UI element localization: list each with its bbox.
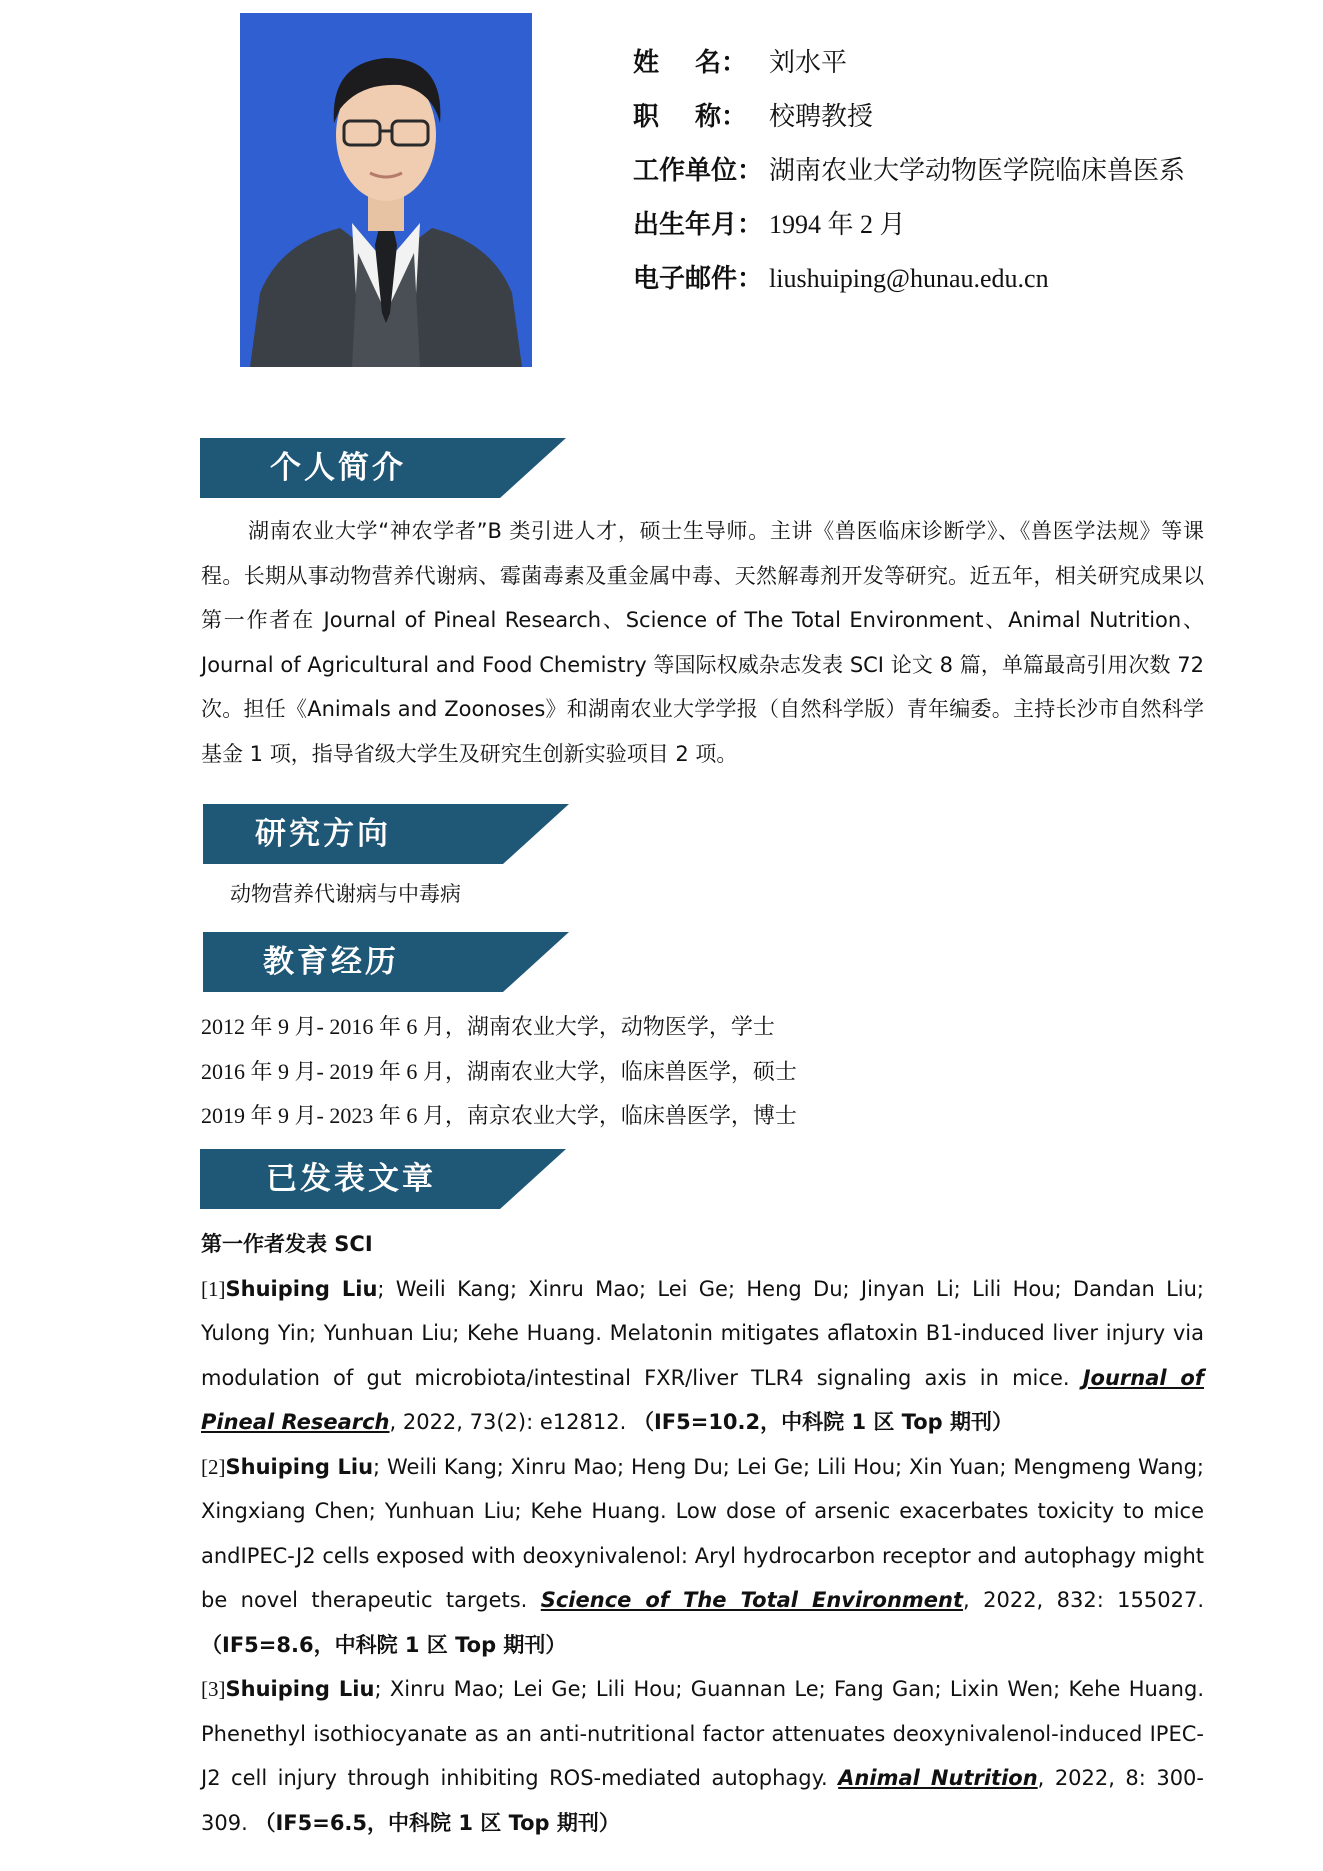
- section-banner-research: [200, 804, 580, 864]
- education-list: [201, 1005, 797, 1139]
- email-value[interactable]: liushuiping@hunau.edu.cn: [769, 264, 1049, 293]
- name-value: 刘水平: [769, 48, 848, 78]
- pub-index: [1]: [201, 1276, 226, 1301]
- research-text: 动物营养代谢病与中毒病: [230, 882, 461, 906]
- name-label: 姓 名：: [633, 48, 747, 78]
- title-value: 校聘教授: [769, 102, 874, 132]
- publication-list: [201, 1222, 1204, 1845]
- unit-label: 工作单位：: [633, 156, 764, 186]
- pub-journal-link[interactable]: Animal Nutrition: [838, 1766, 1038, 1790]
- pub-body: ; Weili Kang; Xinru Mao; Heng Du; Lei Ge; Lili Hou; Xin Yuan; Mengmeng Wang; Xingxiang Chen; Yunhuan Liu; Kehe Huang. Low dose of arsenic exacerbates toxicity to mice andIPEC-J2 cells exposed with deoxynivalenol: Aryl hydrocarbon receptor and autophagy might be novel therapeutic targets.: [201, 1454, 1204, 1612]
- section-banner-education: [200, 932, 580, 992]
- publications-heading: 第一作者发表 SCI: [201, 1232, 373, 1256]
- pub-impact: （IF5=6.5，中科院 1 区 Top 期刊）: [254, 1810, 620, 1835]
- pub-index: [3]: [201, 1677, 226, 1701]
- unit-row: [633, 144, 1185, 198]
- title-row: [633, 90, 1185, 144]
- section-title-research: 研究方向: [255, 816, 391, 852]
- pub-first-author: Shuiping Liu: [225, 1276, 378, 1301]
- intro-text: 湖南农业大学“神农学者”B 类引进人才，硕士生导师。主讲《兽医临床诊断学》、《兽医学法规》等课程。长期从事动物营养代谢病、霉菌毒素及重金属中毒、天然解毒剂开发等研究。近五年，相关研究成果以第一作者在 Journal of Pineal Research、Science of The Total Environment、Animal Nutrition、Journal of Agricultural and Food Chemistry 等国际权威杂志发表 SCI 论文 8 篇，单篇最高引用次数 72 次。担任《Animals and Zoonoses》和湖南农业大学学报（自然科学版）青年编委。主持长沙市自然科学基金 1 项，指导省级大学生及研究生创新实验项目 2 项。: [201, 519, 1204, 766]
- birth-row: [633, 198, 1185, 252]
- pub-first-author: Shuiping Liu: [225, 1677, 375, 1701]
- publication-item: [201, 1667, 1204, 1845]
- pub-impact: （IF5=8.6，中科院 1 区 Top 期刊）: [201, 1632, 567, 1657]
- pub-citation: , 2022, 73(2): e12812.: [389, 1410, 627, 1434]
- education-item: 2012 年 9 月- 2016 年 6 月，湖南农业大学，动物医学，学士: [201, 1014, 775, 1039]
- profile-photo: [240, 13, 532, 367]
- pub-first-author: Shuiping Liu: [225, 1454, 374, 1479]
- education-item: 2016 年 9 月- 2019 年 6 月，湖南农业大学，临床兽医学，硕士: [201, 1058, 797, 1084]
- section-title-education: 教育经历: [263, 944, 399, 980]
- pub-impact: （IF5=10.2，中科院 1 区 Top 期刊）: [632, 1410, 1013, 1434]
- birth-value: 1994 年 2 月: [769, 210, 906, 239]
- publication-item: [201, 1445, 1204, 1668]
- birth-label: 出生年月：: [633, 210, 764, 240]
- name-row: [633, 36, 1185, 90]
- pub-citation: , 2022, 832: 155027.: [963, 1588, 1204, 1612]
- unit-value: 湖南农业大学动物医学院临床兽医系: [769, 156, 1186, 186]
- pub-journal-link[interactable]: Journal of Pineal Research: [201, 1365, 1204, 1434]
- education-item: 2019 年 9 月- 2023 年 6 月，南京农业大学，临床兽医学，博士: [201, 1103, 797, 1128]
- pub-body: ; Weili Kang; Xinru Mao; Lei Ge; Heng Du; Jinyan Li; Lili Hou; Dandan Liu; Yulong Yin; Yunhuan Liu; Kehe Huang. Melatonin mitigates aflatoxin B1-induced liver injury via modulation of gut microbiota/intestinal FXR/liver TLR4 signaling axis in mice.: [201, 1276, 1205, 1390]
- email-row: [633, 252, 1185, 306]
- pub-index: [2]: [201, 1454, 226, 1479]
- section-banner-publications: [200, 1149, 580, 1209]
- section-title-intro: 个人简介: [270, 450, 406, 486]
- section-banner-intro: [200, 438, 580, 498]
- pub-journal-link[interactable]: Science of The Total Environment: [540, 1588, 964, 1612]
- intro-paragraph: [201, 509, 1204, 776]
- publication-item: [201, 1267, 1204, 1445]
- profile-info: [633, 36, 1185, 306]
- title-label: 职 称：: [633, 102, 747, 132]
- email-label: 电子邮件：: [633, 264, 764, 294]
- pub-body: ; Xinru Mao; Lei Ge; Lili Hou; Guannan Le; Fang Gan; Lixin Wen; Kehe Huang. Phenethyl isothiocyanate as an anti-nutritional factor attenuates deoxynivalenol-induced IPEC-J2 cell injury through inhibiting ROS-mediated autophagy.: [201, 1677, 1204, 1790]
- section-title-publications: 已发表文章: [266, 1161, 436, 1197]
- pub-citation: , 2022, 8: 300-309.: [201, 1766, 1204, 1835]
